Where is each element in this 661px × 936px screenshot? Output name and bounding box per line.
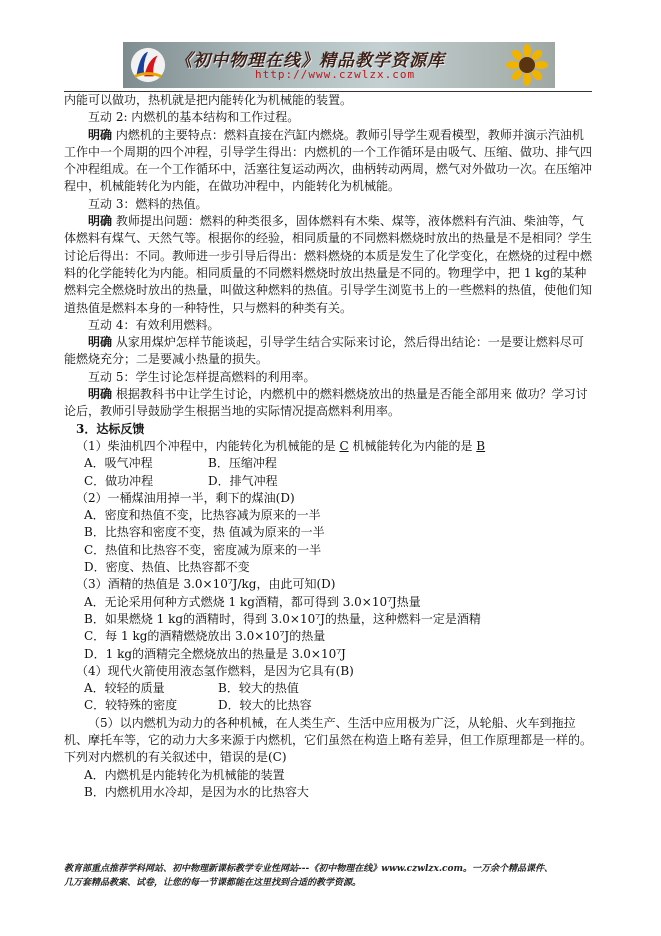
footer-line: 几万套精品教案、试卷，让您的每一节课都能在这里找到合适的教学资源。: [64, 878, 362, 888]
question-2-stem: （2）一桶煤油用掉一半，剩下的煤油(D): [76, 490, 295, 505]
question-1-options-row: [64, 455, 594, 472]
document-body: [64, 92, 594, 801]
clarify-paragraph-2: [64, 127, 594, 196]
option: C．每 1 kg的酒精燃烧放出 3.0×10⁷J的热量: [84, 629, 326, 644]
banner-title: 《初中物理在线》精品教学资源库: [175, 51, 445, 71]
option: B．内燃机用水冷却，是因为水的比热容大: [84, 784, 309, 799]
clarify-label: 明确: [88, 387, 113, 402]
section-heading: 3．达标反馈: [76, 421, 145, 436]
interaction-heading-5: 互动 5：学生讨论怎样提高燃料的利用率。: [88, 369, 316, 384]
option: D．排气冲程: [208, 473, 278, 488]
option: A．无论采用何种方式燃烧 1 kg酒精，都可得到 3.0×10⁷J热量: [84, 594, 421, 609]
answer-blank: B: [476, 438, 486, 453]
clarify-label: 明确: [88, 214, 113, 229]
question-4-options-row: [64, 697, 594, 714]
header-banner: [123, 42, 555, 88]
clarify-text: 从家用煤炉怎样节能谈起，引导学生结合实际来讨论，然后得出结论：一是要让燃料尽可能燃烧充分；二是要减小热量的损失。: [64, 335, 584, 367]
interaction-heading-3: 互动 3：燃料的热值。: [88, 196, 208, 211]
page-footer: [64, 862, 594, 890]
interaction-heading-2: 互动 2: 内燃机的基本结构和工作过程。: [88, 110, 300, 125]
option: A．密度和热值不变，比热容减为原来的一半: [84, 508, 321, 523]
question-1-options-row: [64, 473, 594, 490]
option: C．做功冲程: [84, 473, 154, 488]
option: A．内燃机是内能转化为机械能的装置: [84, 767, 285, 782]
option: D．密度、热值、比热容都不变: [84, 560, 250, 575]
option: B．压缩冲程: [208, 456, 277, 471]
footer-line: 教育部重点推荐学科网站、初中物理新课标教学专业性网站---《初中物理在线》www.czwlzx.com。一万余个精品课件、: [64, 864, 554, 874]
option: B．较大的热值: [218, 681, 299, 696]
clarify-paragraph-5: [64, 386, 594, 421]
clarify-text: 内燃机的主要特点：燃料直接在汽缸内燃烧。教师引导学生观看模型，教师并演示汽油机工作中一个周期的四个冲程，引导学生得出：内燃机的一个工作循环是由吸气、压缩、做功、排气四个冲程组成。在一个工作循环中，活塞往复运动两次，曲柄转动两周，燃气对外做功一次。在压缩冲程中，机械能转化为内能，在做功冲程中，内能转化为机械能。: [64, 127, 593, 194]
option: A．吸气冲程: [84, 456, 153, 471]
question-text: （1）柴油机四个冲程中，内能转化为机械能的是: [76, 438, 340, 453]
option: D．较大的比热容: [218, 698, 312, 713]
answer-blank: C: [339, 438, 349, 453]
interaction-heading-4: 互动 4：有效利用燃料。: [88, 317, 220, 332]
sunflower-icon: [505, 44, 549, 86]
logo-icon: [129, 46, 167, 84]
option: C．较特殊的密度: [84, 698, 178, 713]
banner-url: http://www.czwlzx.com: [255, 68, 416, 81]
clarify-label: 明确: [88, 335, 113, 350]
clarify-text: 根据教科书中让学生讨论，内燃机中的燃料燃烧放出的热量是否能全部用来 做功？学习讨论后，教师引导鼓励学生根据当地的实际情况提高燃料利用率。: [64, 387, 588, 419]
question-1-stem: [64, 438, 594, 455]
clarify-label: 明确: [88, 127, 113, 142]
option: D．1 kg的酒精完全燃烧放出的热量是 3.0×10⁷J: [84, 646, 346, 661]
clarify-text: 教师提出问题：燃料的种类很多，固体燃料有木柴、煤等，液体燃料有汽油、柴油等，气体燃料有煤气、天然气等。根据你的经验，相同质量的不同燃料燃烧时放出的热量是不是相同？学生讨论后得出：不同。教师进一步引导后得出：燃料燃烧的本质是发生了化学变化，在燃烧的过程中燃料的化学能转化为内能。相同质量的不同燃料燃烧时放出热量是不同的。物理学中，把 1 kg的某种燃料完全燃烧时放出的热量，叫做这种燃料的热值。引导学生浏览书上的一些燃料的热值，使他们知道热值是燃料本身的一种特性，只与燃料的种类有关。: [64, 214, 593, 315]
option: A．较轻的质量: [84, 681, 165, 696]
option: B．如果燃烧 1 kg的酒精时，得到 3.0×10⁷J的热量，这种燃料一定是酒精: [84, 611, 481, 626]
question-3-stem: （3）酒精的热值是 3.0×10⁷J/kg，由此可知(D): [76, 577, 336, 592]
question-5-stem: （5）以内燃机为动力的各种机械，在人类生产、生活中应用极为广泛，从轮船、火车到拖拉机、摩托车等，它的动力大多来源于内燃机，它们虽然在构造上略有差异，但工作原理都是一样的。下列对内燃机的有关叙述中，错误的是(C): [64, 715, 593, 765]
option: B．比热容和密度不变，热 值减为原来的一半: [84, 525, 325, 540]
question-text: 机械能转化为内能的是: [348, 438, 477, 453]
option: C．热值和比热容不变，密度减为原来的一半: [84, 542, 322, 557]
paragraph: 内能可以做功，热机就是把内能转化为机械能的装置。: [64, 93, 353, 107]
clarify-paragraph-4: [64, 334, 594, 369]
question-4-stem: （4）现代火箭使用液态氢作燃料，是因为它具有(B): [76, 663, 354, 678]
question-4-options-row: [64, 680, 594, 697]
clarify-paragraph-3: [64, 213, 594, 317]
